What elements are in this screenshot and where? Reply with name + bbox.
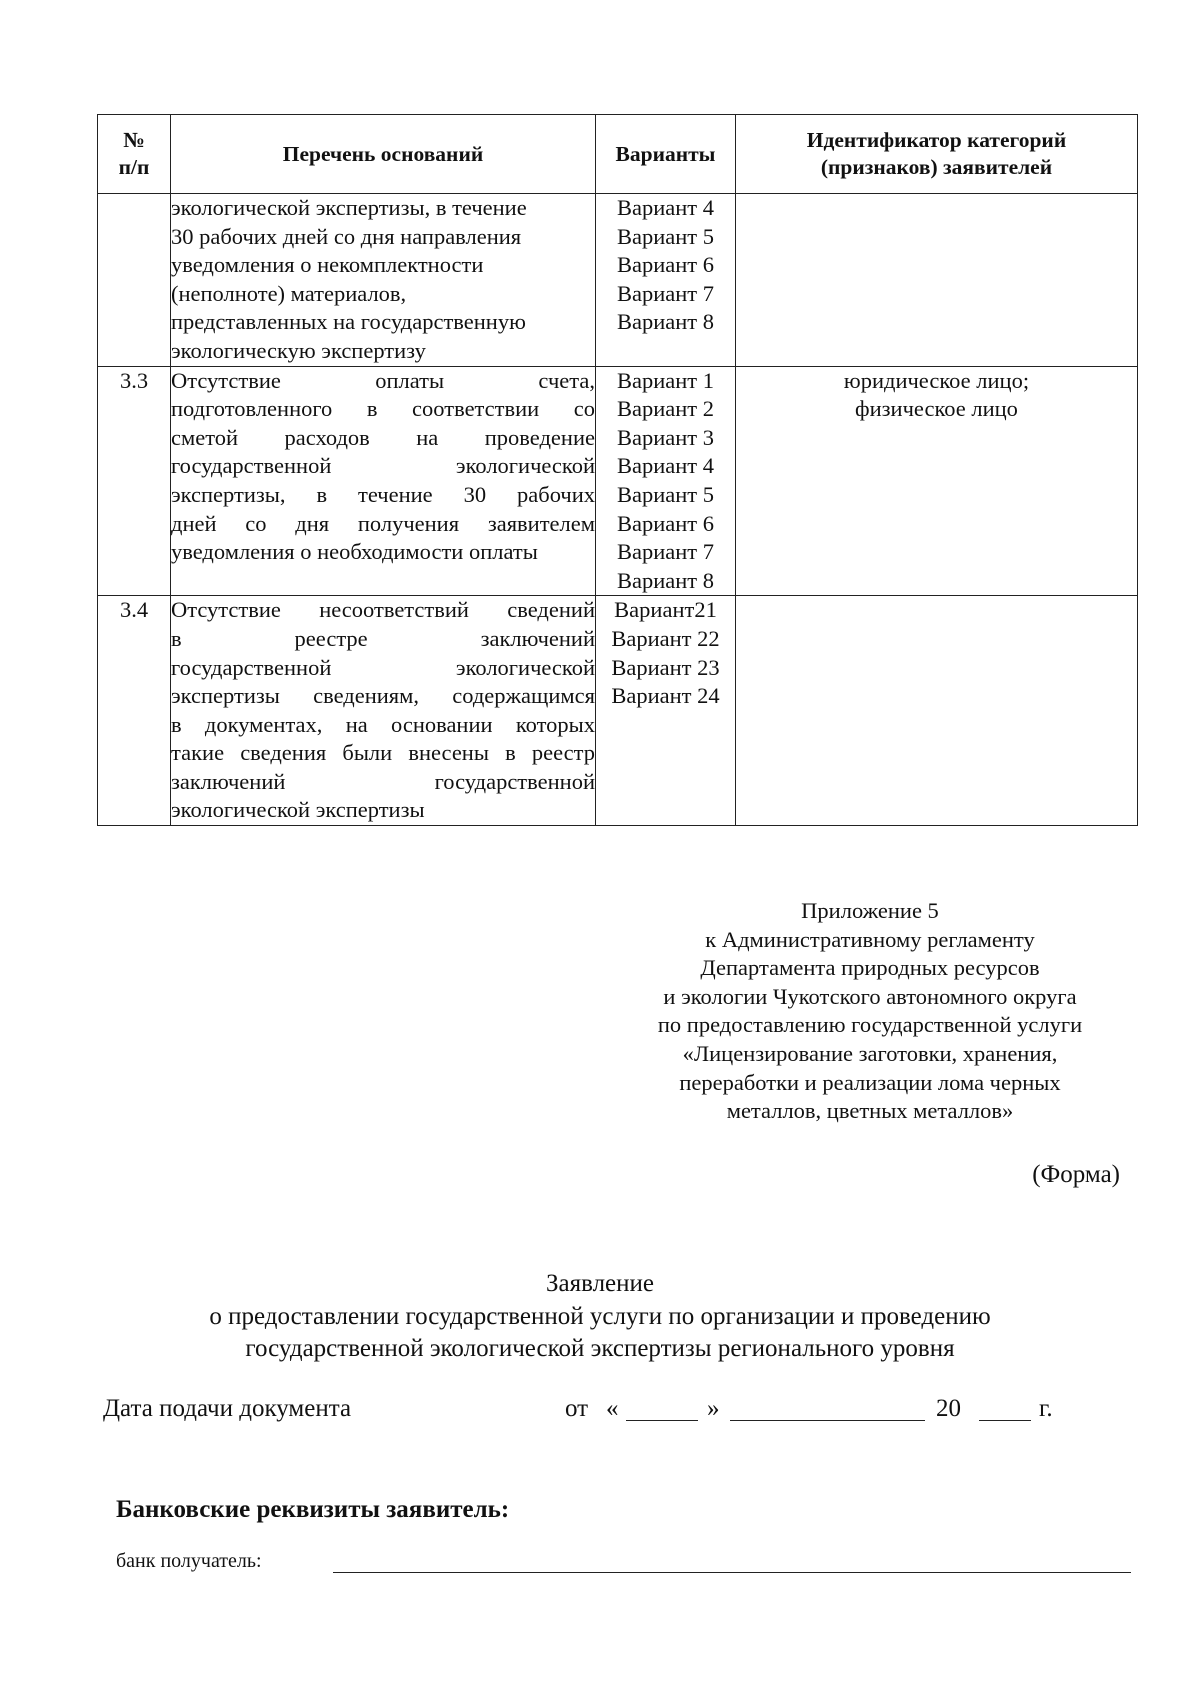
table-row — [98, 596, 1138, 826]
basis-line: уведомления о некомплектности — [171, 252, 484, 278]
date-close-quote: » — [707, 1395, 720, 1422]
title-line: о предоставлении государственной услуги по организации и проведению — [209, 1302, 991, 1330]
basis-line: подготовленного в соответствии со — [171, 396, 595, 422]
row-categories — [736, 596, 1138, 826]
category: юридическое лицо; — [843, 367, 1030, 393]
variant: Вариант21 — [614, 597, 717, 623]
title-line: Заявление — [545, 1270, 655, 1297]
basis-line: экологической экспертизы — [171, 797, 425, 823]
variant: Вариант 1 — [616, 367, 715, 393]
basis-line: сметой расходов на проведение — [171, 424, 595, 450]
header-variants: Варианты — [596, 115, 736, 194]
row-basis — [171, 366, 596, 596]
row-num: 3.3 — [98, 366, 171, 596]
variant: Вариант 7 — [616, 539, 715, 565]
year-blank[interactable] — [979, 1420, 1031, 1421]
variant: Вариант 24 — [611, 683, 720, 709]
appendix-line: Приложение 5 — [801, 898, 939, 923]
basis-line: экологической экспертизы, в течение — [171, 195, 527, 220]
variant: Вариант 4 — [616, 195, 715, 220]
header-basis: Перечень оснований — [171, 115, 596, 194]
basis-line: Отсутствие оплаты счета, — [171, 367, 595, 393]
basis-line: заключений государственной — [171, 768, 595, 794]
row-basis — [171, 596, 596, 826]
bank-recipient-label: банк получатель: — [116, 1550, 262, 1572]
basis-line: представленных на государственную — [171, 309, 526, 335]
title-line: государственной экологической экспертизы регионального уровня — [245, 1335, 955, 1362]
date-from: от — [565, 1395, 589, 1422]
variant: Вариант 7 — [616, 280, 715, 306]
variant: Вариант 23 — [611, 654, 720, 680]
variant: Вариант 5 — [616, 223, 715, 249]
basis-line: государственной экологической — [171, 453, 595, 479]
variant: Вариант 3 — [616, 424, 715, 450]
variant: Вариант 22 — [611, 625, 720, 651]
date-century: 20 — [936, 1395, 961, 1422]
day-blank[interactable] — [626, 1420, 698, 1421]
table-header-row — [98, 115, 1138, 194]
variant: Вариант 6 — [616, 252, 715, 278]
basis-line: экологическую экспертизу — [171, 337, 426, 363]
row-categories — [736, 366, 1138, 596]
variant: Вариант 2 — [616, 396, 715, 422]
basis-line: дней со дня получения заявителем — [171, 510, 595, 536]
variant: Вариант 5 — [616, 481, 715, 507]
month-blank[interactable] — [730, 1420, 925, 1421]
basis-line: такие сведения были внесены в реестр — [171, 740, 595, 766]
basis-line: 30 рабочих дней со дня направления — [171, 223, 522, 249]
basis-line: Отсутствие несоответствий сведений — [171, 597, 595, 623]
basis-line: экспертизы сведениям, содержащимся — [171, 683, 595, 709]
bank-details-heading: Банковские реквизиты заявитель: — [116, 1496, 510, 1523]
basis-line: экспертизы, в течение 30 рабочих — [171, 481, 595, 507]
row-categories — [736, 194, 1138, 367]
basis-line: уведомления о необходимости оплаты — [171, 539, 538, 565]
basis-line: государственной экологической — [171, 654, 595, 680]
row-basis — [171, 194, 596, 367]
variant: Вариант 4 — [616, 453, 715, 479]
date-open-quote: « — [606, 1395, 619, 1422]
basis-line: (неполноте) материалов, — [171, 280, 407, 306]
basis-line: в документах, на основании которых — [171, 711, 595, 737]
appendix-line: к Административному регламенту — [705, 926, 1035, 952]
document-title — [100, 1268, 1100, 1366]
variant: Вариант 8 — [616, 567, 715, 593]
variant: Вариант 6 — [616, 510, 715, 536]
header-identifier: Идентификатор категорий (признаков) заявителей — [736, 115, 1138, 194]
row-num: 3.4 — [98, 596, 171, 826]
basis-line: в реестре заключений — [171, 625, 595, 651]
appendix-line: по предоставлению государственной услуги — [657, 1012, 1083, 1038]
appendix-line: переработки и реализации лома черных — [679, 1069, 1061, 1095]
appendix-line: «Лицензирование заготовки, хранения, — [682, 1040, 1058, 1066]
row-variants — [596, 596, 736, 826]
row-num — [98, 194, 171, 367]
basis-table — [97, 114, 1138, 826]
date-label: Дата подачи документа — [103, 1395, 352, 1422]
appendix-line: Департамента природных ресурсов — [700, 955, 1040, 981]
appendix-line: и экологии Чукотского автономного округа — [663, 983, 1077, 1009]
submission-date-row — [103, 1394, 1103, 1428]
table-row — [98, 366, 1138, 596]
appendix-line: металлов, цветных металлов» — [726, 1098, 1014, 1124]
header-num: № п/п — [98, 115, 171, 194]
variant: Вариант 8 — [616, 309, 715, 335]
category: физическое лицо — [855, 396, 1018, 422]
form-label: (Форма) — [1032, 1161, 1120, 1188]
table-row — [98, 194, 1138, 367]
row-variants — [596, 366, 736, 596]
row-variants — [596, 194, 736, 367]
date-year-suffix: г. — [1039, 1395, 1053, 1422]
bank-recipient-blank[interactable] — [333, 1572, 1131, 1573]
appendix-block — [620, 897, 1120, 1126]
